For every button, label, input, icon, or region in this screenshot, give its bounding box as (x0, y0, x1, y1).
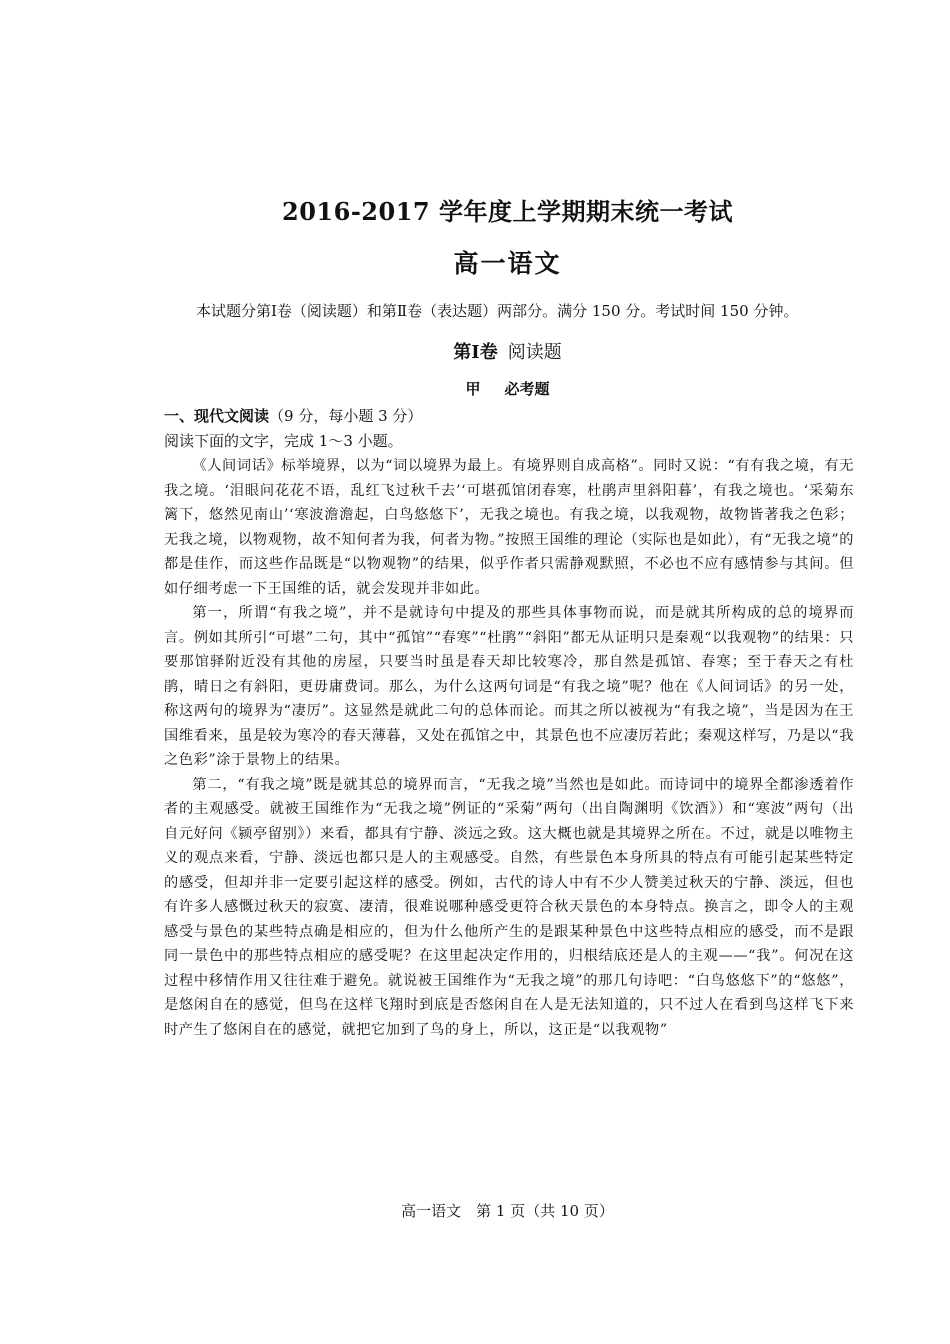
reading-instruction: 阅读下面的文字，完成 1～3 小题。 (164, 432, 403, 450)
passage-paragraph: 《人间词话》标举境界，以为“词以境界为最上。有境界则自成高格”。同时又说：“有有我之境，有无我之境。‘泪眼问花花不语，乱红飞过秋千去’‘可堪孤馆闭春寒，杜鹃声里斜阳暮’，有我之境也。‘采菊东篱下，悠然见南山’‘寒波澹澹起，白鸟悠悠下’，无我之境也。有我之境，以我观物，故物皆著我之色彩；无我之境，以物观物，故不知何者为我，何者为物。”按照王国维的理论（实际也是如此），有“无我之境”的都是佳作，而这些作品既是“以物观物”的结果，似乎作者只需静观默照，不必也不应有感情参与其间。但如仔细考虑一下王国维的话，就会发现并非如此。 (164, 458, 854, 597)
volume-number: 第Ⅰ卷 (453, 342, 498, 363)
subject-title: 高一语文 (453, 249, 562, 278)
part-name: 必考题 (504, 380, 550, 398)
part-heading (150, 378, 865, 399)
volume-name: 阅读题 (507, 342, 562, 363)
section-title: 一、现代文阅读 (164, 407, 270, 425)
part-label: 甲 (465, 380, 481, 398)
exam-title: 2016-2017 学年度上学期期末统一考试 (282, 197, 733, 226)
reading-passage (164, 454, 854, 1042)
page-footer: 高一语文 第 1 页（共 10 页） (401, 1202, 614, 1220)
section-heading (164, 405, 422, 426)
passage-paragraph: 第二，“有我之境”既是就其总的境界而言，“无我之境”当然也是如此。而诗词中的境界全都渗透着作者的主观感受。就被王国维作为“无我之境”例证的“采菊”两句（出自陶渊明《饮酒》）和“寒波”两句（出自元好问《颍亭留别》）来看，都具有宁静、淡远之致。这大概也就是其境界之所在。不过，就是以唯物主义的观点来看，宁静、淡远也都只是人的主观感受。自然，有些景色本身所具的特点有可能引起某些特定的感受，但却并非一定要引起这样的感受。例如，古代的诗人中有不少人赞美过秋天的宁静、淡远，但也有许多人感慨过秋天的寂寞、凄清，很难说哪种感受更符合秋天景色的本身特点。换言之，即令人的主观感受与景色的某些特点确是相应的，但为什么他所产生的是跟某种景色中这些特点相应的感受，而不是跟同一景色中的那些特点相应的感受呢？在这里起决定作用的，归根结底还是人的主观——“我”。何况在这过程中移情作用又往往难于避免。就说被王国维作为“无我之境”的那几句诗吧：“白鸟悠悠下”的“悠悠”，是悠闲自在的感觉，但鸟在这样飞翔时到底是否悠闲自在人是无法知道的，只不过人在看到鸟这样飞下来时产生了悠闲自在的感觉，就把它加到了鸟的身上，所以，这正是“以我观物” (164, 776, 854, 1038)
section-score-note: （9 分，每小题 3 分） (269, 407, 423, 425)
passage-paragraph: 第一，所谓“有我之境”，并不是就诗句中提及的那些具体事物而说，而是就其所构成的总的境界而言。例如其所引“可堪”二句，其中“孤馆”“春寒”“杜鹃”“斜阳”都无从证明只是秦观“以我观物”的结果：只要那馆驿附近没有其他的房屋，只要当时虽是春天却比较寒冷，那自然是孤馆、春寒；至于春天之有杜鹃，晴日之有斜阳，更毋庸费词。那么，为什么这两句词是“有我之境”呢？他在《人间词话》的另一处，称这两句的境界为“凄厉”。这显然是就此二句的总体而论。而其之所以被视为“有我之境”，当是因为在王国维看来，虽是较为寒冷的春天薄暮，又处在孤馆之中，其景色也不应凄厉若此；秦观这样写，乃是以“我之色彩”涂于景物上的结果。 (164, 605, 854, 768)
volume-heading (150, 338, 865, 364)
exam-instructions: 本试题分第Ⅰ卷（阅读题）和第Ⅱ卷（表达题）两部分。满分 150 分。考试时间 150 分钟。 (196, 302, 799, 320)
exam-page (150, 150, 865, 1230)
